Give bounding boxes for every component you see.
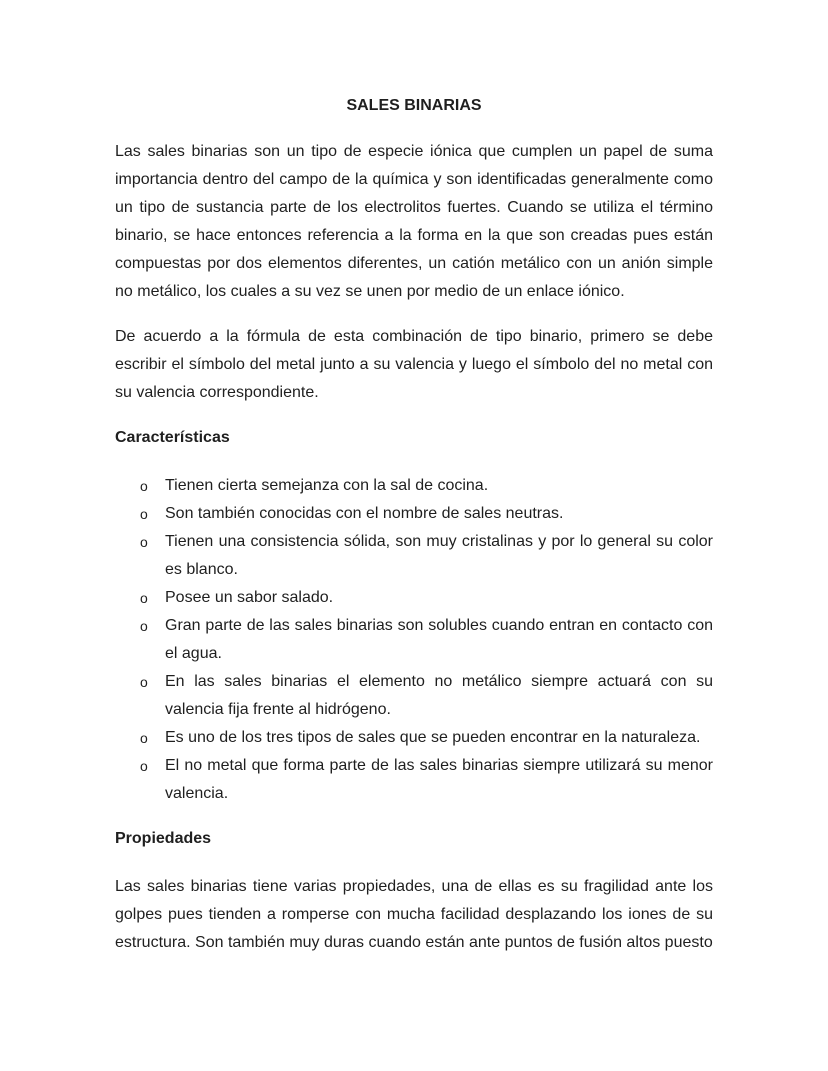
bullet-marker: o xyxy=(140,758,148,774)
list-item xyxy=(115,612,713,668)
list-item-text: Tienen una consistencia sólida, son muy cristalinas y por lo general su color es blanco. xyxy=(165,533,713,578)
list-item-text: Gran parte de las sales binarias son solubles cuando entran en contacto con el agua. xyxy=(165,617,713,662)
paragraph-intro: Las sales binarias son un tipo de especie iónica que cumplen un papel de suma importancia dentro del campo de la química y son identificadas generalmente como un tipo de sustancia parte de los electrolitos fuertes. Cuando se utiliza el término binario, se hace entonces referencia a la forma en la que son creadas pues están compuestas por dos elementos diferentes, un catión metálico con un anión simple no metálico, los cuales a su vez se unen por medio de un enlace iónico. xyxy=(115,143,713,300)
list-item-text: Tienen cierta semejanza con la sal de cocina. xyxy=(165,477,489,494)
bullet-marker: o xyxy=(140,478,148,494)
list-item-text: En las sales binarias el elemento no metálico siempre actuará con su valencia fija frente al hidrógeno. xyxy=(165,673,713,718)
list-item xyxy=(115,528,713,584)
paragraph-formula: De acuerdo a la fórmula de esta combinación de tipo binario, primero se debe escribir el símbolo del metal junto a su valencia y luego el símbolo del no metal con su valencia correspondiente. xyxy=(115,328,713,401)
bullet-marker: o xyxy=(140,730,148,746)
list-item-text: Son también conocidas con el nombre de sales neutras. xyxy=(165,505,564,522)
document-title: SALES BINARIAS xyxy=(346,97,482,114)
caracteristicas-list xyxy=(115,472,713,808)
bullet-marker: o xyxy=(140,506,148,522)
bullet-marker: o xyxy=(140,534,148,550)
list-item xyxy=(115,584,713,612)
list-item xyxy=(115,724,713,752)
list-item-text: Posee un sabor salado. xyxy=(165,589,334,606)
list-item-text: El no metal que forma parte de las sales binarias siempre utilizará su menor valencia. xyxy=(165,757,713,802)
bullet-marker: o xyxy=(140,618,148,634)
list-item xyxy=(115,752,713,808)
paragraph-propiedades: Las sales binarias tiene varias propiedades, una de ellas es su fragilidad ante los golpes pues tienden a romperse con mucha facilidad desplazando los iones de su estructura. Son también muy duras cuando están ante puntos de fusión altos puesto xyxy=(115,878,713,951)
heading-propiedades: Propiedades xyxy=(115,830,212,847)
bullet-marker: o xyxy=(140,674,148,690)
list-item xyxy=(115,668,713,724)
bullet-marker: o xyxy=(140,590,148,606)
list-item xyxy=(115,472,713,500)
list-item-text: Es uno de los tres tipos de sales que se pueden encontrar en la naturaleza. xyxy=(165,729,701,746)
list-item xyxy=(115,500,713,528)
heading-caracteristicas: Características xyxy=(115,429,230,446)
